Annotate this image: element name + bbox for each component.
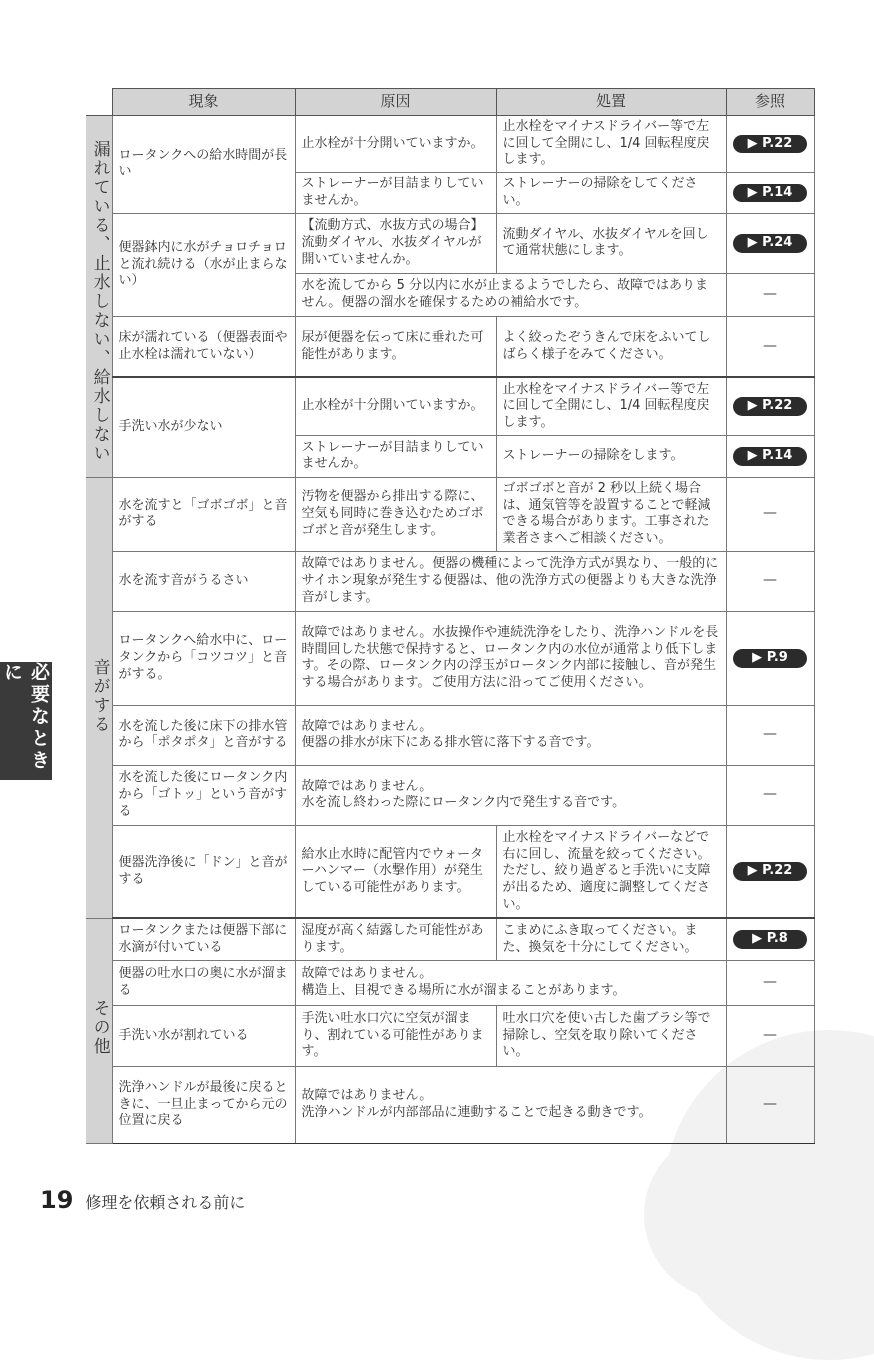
remedy-cell: 吐水口穴を使い古した歯ブラシ等で掃除し、空気を取り除いてください。 [496, 1005, 726, 1066]
reference-cell [726, 273, 814, 316]
page-reference-link[interactable]: ▶ P.14 [733, 447, 807, 466]
side-section-tab [0, 662, 52, 780]
cause-cell: 湿度が高く結露した可能性があります。 [295, 918, 496, 960]
category-noise: 音がする [86, 477, 112, 918]
merged-note-cell [295, 1066, 726, 1143]
phenomenon-cell: 便器鉢内に水がチョロチョロと流れ続ける（水が止まらない） [112, 213, 295, 316]
remedy-cell: ストレーナーの掃除をしてください。 [496, 172, 726, 213]
table-row [86, 825, 814, 918]
table-row [86, 213, 814, 273]
header-phenomenon: 現象 [112, 89, 295, 116]
phenomenon-cell: 洗浄ハンドルが最後に戻るときに、一旦止まってから元の位置に戻る [112, 1066, 295, 1143]
cause-cell: 止水栓が十分開いていますか。 [295, 116, 496, 173]
phenomenon-cell: 水を流すと「ゴボゴボ」と音がする [112, 477, 295, 551]
table-header-row [86, 89, 814, 116]
table-row [86, 1005, 814, 1066]
reference-cell [726, 377, 814, 435]
table-row [86, 918, 814, 960]
note-line: 故障ではありません。 [301, 1088, 433, 1104]
remedy-cell: 流動ダイヤル、水抜ダイヤルを回して通常状態にします。 [496, 213, 726, 273]
cause-cell: 汚物を便器から排出する際に、空気も同時に巻き込むためゴボゴボと音が発生します。 [295, 477, 496, 551]
page-reference-link[interactable]: ▶ P.9 [733, 649, 807, 668]
table-row [86, 377, 814, 435]
page-reference-link[interactable]: ▶ P.8 [733, 930, 807, 949]
reference-cell [726, 765, 814, 825]
reference-cell [726, 611, 814, 705]
note-line: 洗浄ハンドルが内部部品に連動することで起きる動きです。 [301, 1104, 652, 1120]
cause-cell: 給水止水時に配管内でウォーターハンマー（水撃作用）が発生している可能性があります。 [295, 825, 496, 918]
remedy-cell: ストレーナーの掃除をします。 [496, 435, 726, 477]
cause-cell: 手洗い吐水口穴に空気が溜まり、割れている可能性があります。 [295, 1005, 496, 1066]
section-title: 修理を依頼される前に [85, 1193, 246, 1212]
table-row [86, 611, 814, 705]
reference-cell [726, 435, 814, 477]
remedy-cell: よく絞ったぞうきんで床をふいてしばらく様子をみてください。 [496, 316, 726, 377]
remedy-cell: ゴボゴボと音が 2 秒以上続く場合は、通気管等を設置することで軽減できる場合があります。工事された業者さまへご相談ください。 [496, 477, 726, 551]
no-reference-dash: — [763, 505, 777, 522]
page-reference-link[interactable]: ▶ P.22 [733, 135, 807, 154]
page-number: 19 [40, 1186, 74, 1214]
reference-cell [726, 1005, 814, 1066]
table-row [86, 1066, 814, 1143]
phenomenon-cell: ロータンクまたは便器下部に水滴が付いている [112, 918, 295, 960]
no-reference-dash: — [763, 973, 777, 990]
reference-cell [726, 1066, 814, 1143]
phenomenon-cell: 水を流した後に床下の排水管から「ポタポタ」と音がする [112, 705, 295, 765]
no-reference-dash: — [763, 726, 777, 743]
reference-cell [726, 172, 814, 213]
no-reference-dash: — [763, 337, 777, 354]
reference-cell [726, 551, 814, 611]
merged-note-cell: 水を流してから 5 分以内に水が止まるようでしたら、故障ではありません。便器の溜水を確保するための補給水です。 [295, 273, 726, 316]
no-reference-dash: — [763, 1095, 777, 1112]
page-reference-link[interactable]: ▶ P.22 [733, 862, 807, 881]
page-reference-link[interactable]: ▶ P.22 [733, 397, 807, 416]
cause-cell: ストレーナーが目詰まりしていませんか。 [295, 435, 496, 477]
cause-cell: ストレーナーが目詰まりしていませんか。 [295, 172, 496, 213]
no-reference-dash: — [763, 572, 777, 589]
table-row [86, 705, 814, 765]
phenomenon-cell: 水を流す音がうるさい [112, 551, 295, 611]
reference-cell [726, 213, 814, 273]
page-footer [40, 1186, 245, 1214]
merged-note-cell: 故障ではありません。便器の機種によって洗浄方式が異なり、一般的にサイホン現象が発生する便器は、他の洗浄方式の便器よりも大きな洗浄音がします。 [295, 551, 726, 611]
merged-note-cell: 故障ではありません。水抜操作や連続洗浄をしたり、洗浄ハンドルを長時間回した状態で保持すると、ロータンク内の水位が通常より低下します。その際、ロータンク内の浮玉がロータンク内部に接触し、音が発生する場合があります。ご使用方法に沿ってご使用ください。 [295, 611, 726, 705]
page-reference-link[interactable]: ▶ P.14 [733, 184, 807, 203]
phenomenon-cell: 手洗い水が少ない [112, 377, 295, 477]
note-line: 故障ではありません。 [301, 718, 433, 734]
reference-cell [726, 705, 814, 765]
reference-cell [726, 918, 814, 960]
phenomenon-cell: 水を流した後にロータンク内から「ゴトッ」という音がする [112, 765, 295, 825]
table-row [86, 960, 814, 1005]
header-remedy: 処置 [496, 89, 726, 116]
table-row [86, 765, 814, 825]
cause-cell: 尿が便器を伝って床に垂れた可能性があります。 [295, 316, 496, 377]
no-reference-dash: — [763, 1026, 777, 1043]
header-reference: 参照 [726, 89, 814, 116]
table-row [86, 116, 814, 173]
background-circle-small [644, 1130, 814, 1300]
header-cause: 原因 [295, 89, 496, 116]
cause-cell: 【流動方式、水抜方式の場合】流動ダイヤル、水抜ダイヤルが開いていませんか。 [295, 213, 496, 273]
note-line: 構造上、目視できる場所に水が溜まることがあります。 [301, 982, 626, 998]
remedy-cell: 止水栓をマイナスドライバー等で左に回して全開にし、1/4 回転程度戻します。 [496, 377, 726, 435]
note-line: 便器の排水が床下にある排水管に落下する音です。 [301, 735, 600, 751]
reference-cell [726, 316, 814, 377]
reference-cell [726, 116, 814, 173]
reference-cell [726, 477, 814, 551]
reference-cell [726, 960, 814, 1005]
remedy-cell: 止水栓をマイナスドライバーなどで右に回し、流量を絞ってください。ただし、絞り過ぎると手洗いに支障が出るため、適度に調整してください。 [496, 825, 726, 918]
category-other: その他 [86, 918, 112, 1143]
note-line: 故障ではありません。 [301, 966, 433, 982]
table-row [86, 316, 814, 377]
side-tab-label: 必要なときに [1, 662, 50, 772]
phenomenon-cell: 便器洗浄後に「ドン」と音がする [112, 825, 295, 918]
note-line: 故障ではありません。 [301, 778, 433, 794]
category-leak: 漏れている、止水しない、給水しない [86, 116, 112, 478]
remedy-cell: こまめにふき取ってください。また、換気を十分にしてください。 [496, 918, 726, 960]
table-row [86, 477, 814, 551]
cause-cell: 止水栓が十分開いていますか。 [295, 377, 496, 435]
note-line: 水を流し終わった際にロータンク内で発生する音です。 [301, 795, 626, 811]
phenomenon-cell: 手洗い水が割れている [112, 1005, 295, 1066]
merged-note-cell [295, 705, 726, 765]
no-reference-dash: — [763, 786, 777, 803]
merged-note-cell [295, 765, 726, 825]
phenomenon-cell: ロータンクへ給水中に、ロータンクから「コツコツ」と音がする。 [112, 611, 295, 705]
merged-note-cell [295, 960, 726, 1005]
remedy-cell: 止水栓をマイナスドライバー等で左に回して全開にし、1/4 回転程度戻します。 [496, 116, 726, 173]
phenomenon-cell: ロータンクへの給水時間が長い [112, 116, 295, 214]
phenomenon-cell: 便器の吐水口の奥に水が溜まる [112, 960, 295, 1005]
reference-cell [726, 825, 814, 918]
no-reference-dash: — [763, 285, 777, 302]
troubleshooting-table [86, 88, 815, 1144]
page-reference-link[interactable]: ▶ P.24 [733, 234, 807, 253]
phenomenon-cell: 床が濡れている（便器表面や止水栓は濡れていない） [112, 316, 295, 377]
table-row [86, 551, 814, 611]
